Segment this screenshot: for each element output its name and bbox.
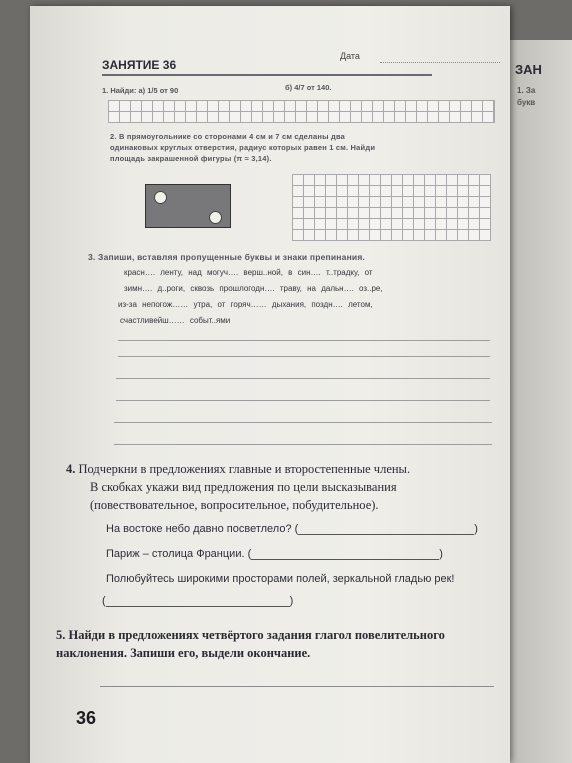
paren-open-2: (: [247, 548, 252, 560]
task3-write-line-3[interactable]: [116, 378, 490, 379]
circle-hole-2: [209, 211, 222, 224]
task1-part-a: 1. Найди: а) 1/5 от 90: [102, 86, 179, 95]
title-rule: [102, 74, 432, 76]
task4-sentence-1: [106, 523, 478, 535]
sentence-2-text: Париж – столица Франции.: [106, 548, 245, 560]
task3-words-line-4: счастливейш…… событ..ями: [120, 316, 231, 325]
task3-words-line-1: красн…. ленту, над могуч…. верш..ной, в син…. т..традку, от: [124, 268, 373, 277]
task2-line-1: 2. В прямоугольнике со сторонами 4 см и 7 см сделаны два: [110, 132, 346, 141]
task1-part-b: б) 4/7 от 140.: [285, 83, 332, 92]
task3-write-line-4[interactable]: [116, 400, 490, 401]
circle-hole-1: [154, 191, 167, 204]
task1-answer-grid[interactable]: [108, 100, 495, 123]
shaded-rectangle-figure: [145, 184, 231, 228]
next-page-line-1: 1. За: [517, 86, 536, 95]
task5-number: 5.: [56, 628, 66, 642]
paren-close-3: ): [289, 595, 294, 607]
paren-open-3: (: [102, 595, 106, 607]
task5-line-1: [56, 628, 445, 643]
sentence-3-answer-field[interactable]: [106, 596, 290, 607]
task4-sentence-3-answer: [102, 595, 293, 607]
task5-write-line[interactable]: [100, 686, 494, 687]
task3-write-line-5[interactable]: [114, 422, 492, 423]
date-label: Дата: [340, 51, 360, 61]
task5-line-2: наклонения. Запиши его, выдели окончание.: [56, 646, 311, 660]
workbook-page: [30, 6, 510, 763]
task3-write-line-6[interactable]: [114, 444, 492, 445]
task3-write-line-2[interactable]: [118, 356, 490, 357]
task4-line-3: (повествовательное, вопросительное, побудительное).: [90, 498, 379, 512]
task5-line-1-text: Найди в предложениях четвёртого задания глагол повелительного: [68, 628, 445, 642]
task3-words-line-3: из-за непогож…… утра, от горяч…… дыхания, поздн…. летом,: [118, 300, 373, 309]
next-page-line-2: букв: [517, 98, 536, 107]
task4-number: 4.: [66, 462, 76, 476]
task4-line-1-text: Подчеркни в предложениях главные и второстепенные члены.: [78, 462, 411, 476]
task3-words-line-2: зимн…. д..роги, сквозь прошлогодн…. траву, на дальн…. оз..ре,: [124, 284, 383, 293]
task2-answer-grid[interactable]: [292, 174, 491, 241]
task4-sentence-2: [106, 548, 443, 560]
task4-sentence-3: Полюбуйтесь широкими просторами полей, зеркальной гладью рек!: [106, 573, 455, 585]
date-field[interactable]: [380, 62, 500, 63]
task4-line-1: [66, 462, 410, 477]
lesson-title: ЗАНЯТИЕ 36: [102, 58, 177, 72]
paren-open-1: (: [294, 523, 299, 535]
next-page-title: ЗАН: [515, 62, 542, 77]
task3-header: 3. Запиши, вставляя пропущенные буквы и знаки препинания.: [88, 252, 366, 262]
task3-write-line-1[interactable]: [118, 340, 490, 341]
paren-close-2: ): [439, 548, 443, 560]
sentence-1-text: На востоке небо давно посветлело?: [106, 523, 292, 535]
paren-close-1: ): [474, 523, 478, 535]
sentence-1-answer-field[interactable]: [298, 524, 474, 535]
task2-line-2: одинаковых круглых отверстия, радиус которых равен 1 см. Найди: [110, 143, 376, 152]
sentence-2-answer-field[interactable]: [251, 549, 439, 560]
page-number: 36: [76, 708, 97, 728]
next-page-edge: [505, 40, 572, 763]
task4-line-2: В скобках укажи вид предложения по цели высказывания: [90, 480, 397, 494]
task2-line-3: площадь закрашенной фигуры (π ≈ 3,14).: [110, 154, 272, 163]
